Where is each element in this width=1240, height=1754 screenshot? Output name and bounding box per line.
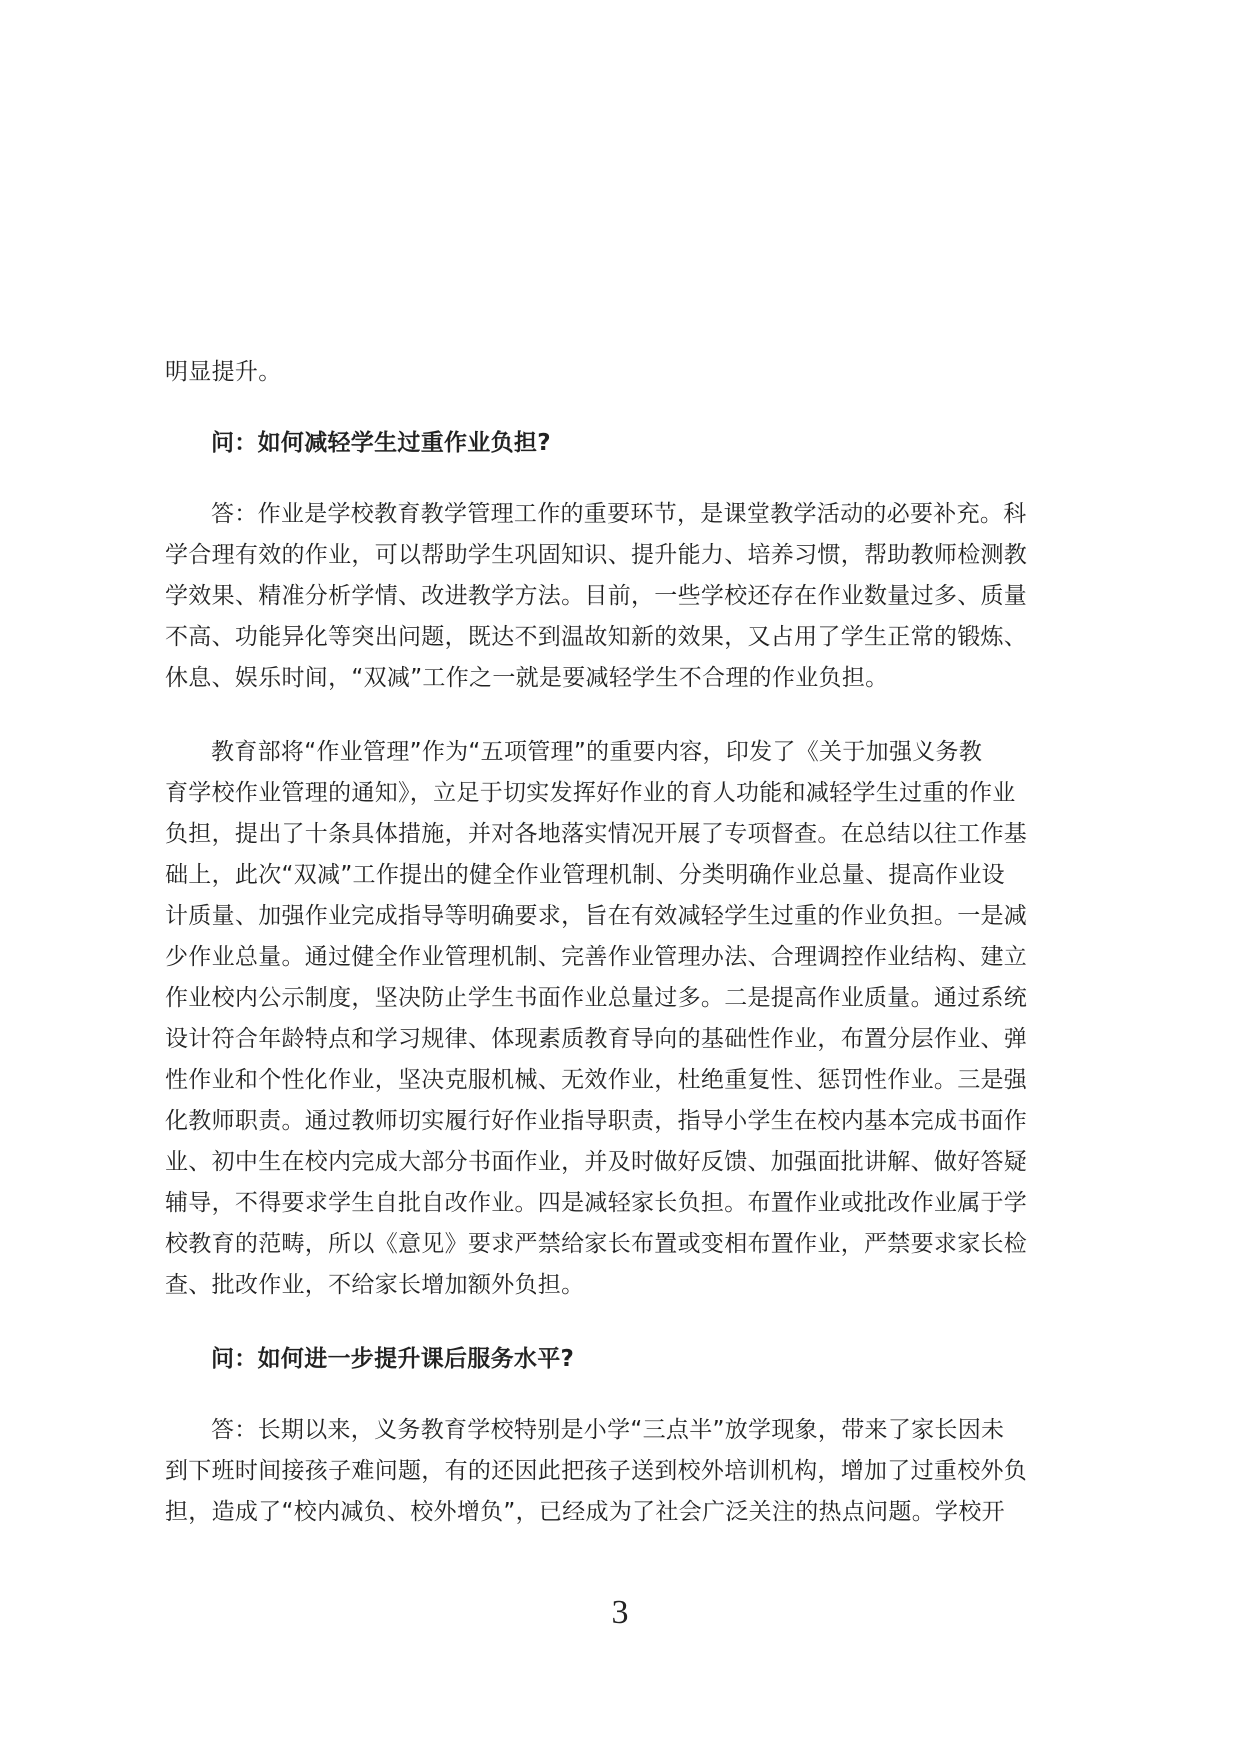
paragraph-line: 教育部将“作业管理”作为“五项管理”的重要内容，印发了《关于加强义务教 <box>211 739 983 765</box>
paragraph-line: 性作业和个性化作业，坚决克服机械、无效作业，杜绝重复性、惩罚性作业。三是强 <box>165 1067 1028 1093</box>
paragraph-line: 担，造成了“校内减负、校外增负”，已经成为了社会广泛关注的热点问题。学校开 <box>165 1499 1005 1525</box>
paragraph-line: 化教师职责。通过教师切实履行好作业指导职责，指导小学生在校内基本完成书面作 <box>165 1108 1028 1134</box>
paragraph-line: 设计符合年龄特点和学习规律、体现素质教育导向的基础性作业，布置分层作业、弹 <box>165 1026 1028 1052</box>
page-number: 3 <box>611 1594 629 1631</box>
paragraph-line: 到下班时间接孩子难问题，有的还因此把孩子送到校外培训机构，增加了过重校外负 <box>165 1458 1028 1484</box>
paragraph-line: 校教育的范畴，所以《意见》要求严禁给家长布置或变相布置作业，严禁要求家长检 <box>165 1231 1028 1257</box>
paragraph-line: 辅导，不得要求学生自批自改作业。四是减轻家长负担。布置作业或批改作业属于学 <box>165 1190 1028 1216</box>
paragraph-homework-measures <box>165 732 1085 1306</box>
paragraph-line: 作业校内公示制度，坚决防止学生书面作业总量过多。二是提高作业质量。通过系统 <box>165 985 1028 1011</box>
paragraph-line: 学效果、精准分析学情、改进教学方法。目前，一些学校还存在作业数量过多、质量 <box>165 583 1028 609</box>
paragraph-line: 负担，提出了十条具体措施，并对各地落实情况开展了专项督查。在总结以往工作基 <box>165 821 1028 847</box>
question-heading-after-school: 问：如何进一步提升课后服务水平? <box>211 1346 575 1372</box>
paragraph-line: 少作业总量。通过健全作业管理机制、完善作业管理办法、合理调控作业结构、建立 <box>165 944 1028 970</box>
question-heading-homework: 问：如何减轻学生过重作业负担? <box>211 430 551 456</box>
document-body <box>165 352 1085 1533</box>
paragraph-line: 学合理有效的作业，可以帮助学生巩固知识、提升能力、培养习惯，帮助教师检测教 <box>165 542 1028 568</box>
paragraph-line: 育学校作业管理的通知》，立足于切实发挥好作业的育人功能和减轻学生过重的作业 <box>165 780 1016 806</box>
paragraph-line: 计质量、加强作业完成指导等明确要求，旨在有效减轻学生过重的作业负担。一是减 <box>165 903 1028 929</box>
answer-paragraph-after-school <box>165 1410 1085 1533</box>
carry-over-line: 明显提升。 <box>165 359 282 385</box>
paragraph-line: 查、批改作业，不给家长增加额外负担。 <box>165 1272 585 1298</box>
answer-paragraph-homework <box>165 494 1085 699</box>
paragraph-line: 答：长期以来，义务教育学校特别是小学“三点半”放学现象，带来了家长因未 <box>211 1417 1005 1443</box>
paragraph-line: 不高、功能异化等突出问题，既达不到温故知新的效果，又占用了学生正常的锻炼、 <box>165 624 1028 650</box>
paragraph-line: 休息、娱乐时间，“双减”工作之一就是要减轻学生不合理的作业负担。 <box>165 665 889 691</box>
paragraph-line: 础上，此次“双减”工作提出的健全作业管理机制、分类明确作业总量、提高作业设 <box>165 862 1005 888</box>
paragraph-line: 答：作业是学校教育教学管理工作的重要环节，是课堂教学活动的必要补充。科 <box>211 501 1027 527</box>
paragraph-line: 业、初中生在校内完成大部分书面作业，并及时做好反馈、加强面批讲解、做好答疑 <box>165 1149 1028 1175</box>
